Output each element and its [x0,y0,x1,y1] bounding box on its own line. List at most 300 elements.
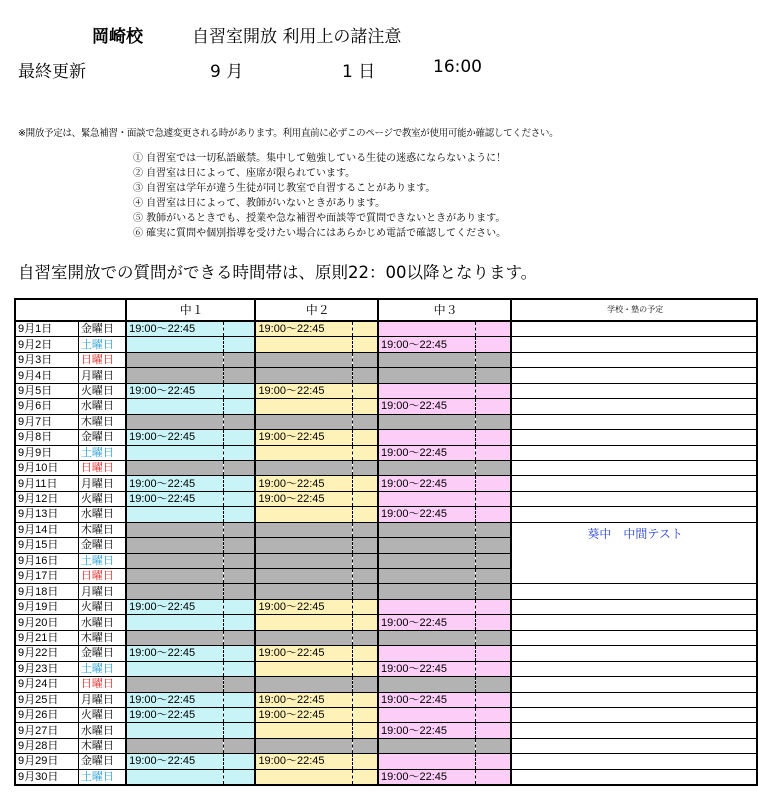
grade3-time-cell [378,414,475,429]
grade1-time-cell: 19:00～22:45 [126,599,223,614]
table-row [15,584,757,599]
grade2-extra-cell [353,677,378,692]
row-date: 9月26日 [15,707,78,722]
row-date: 9月28日 [15,738,78,753]
row-weekday: 水曜日 [78,615,126,630]
grade3-extra-cell [475,584,511,599]
grade1-time-cell [126,522,223,537]
table-row [15,630,757,645]
grade3-extra-cell [475,692,511,707]
grade1-extra-cell [223,460,255,475]
grade1-extra-cell [223,738,255,753]
grade1-time-cell [126,352,223,367]
grade2-extra-cell [353,646,378,661]
grade1-extra-cell [223,646,255,661]
grade3-extra-cell [475,599,511,614]
row-weekday: 金曜日 [78,646,126,661]
grade3-extra-cell [475,769,511,785]
grade1-time-cell [126,661,223,676]
grade2-time-cell [255,584,352,599]
last-updated-day: 1 日 [342,62,376,82]
grade3-extra-cell [475,754,511,769]
grade2-extra-cell [353,476,378,491]
row-date: 9月20日 [15,615,78,630]
row-weekday: 火曜日 [78,491,126,506]
row-date: 9月19日 [15,599,78,614]
grade3-extra-cell [475,337,511,352]
grade1-extra-cell [223,630,255,645]
row-weekday: 土曜日 [78,769,126,785]
row-date: 9月17日 [15,569,78,584]
grade3-extra-cell [475,460,511,475]
table-row [15,445,757,460]
table-row [15,476,757,491]
school-event-cell [511,646,757,661]
grade1-time-cell: 19:00～22:45 [126,754,223,769]
grade2-extra-cell [353,383,378,398]
grade2-time-cell [255,615,352,630]
school-event-cell [511,738,757,753]
grade1-header: 中１ [126,299,255,321]
grade3-extra-cell [475,738,511,753]
grade3-time-cell [378,491,475,506]
grade2-extra-cell [353,584,378,599]
grade3-time-cell: 19:00～22:45 [378,692,475,707]
grade3-time-cell [378,522,475,537]
grade2-extra-cell [353,522,378,537]
grade3-extra-cell [475,445,511,460]
grade1-extra-cell [223,476,255,491]
grade3-time-cell [378,677,475,692]
grade2-extra-cell [353,460,378,475]
school-event-cell [511,491,757,506]
grade1-extra-cell [223,445,255,460]
grade2-time-cell: 19:00～22:45 [255,476,352,491]
row-date: 9月16日 [15,553,78,568]
school-event-cell [511,460,757,475]
usage-rules-list [133,151,506,241]
grade1-time-cell [126,738,223,753]
grade3-time-cell [378,553,475,568]
school-event-cell [511,337,757,352]
grade2-extra-cell [353,599,378,614]
grade1-extra-cell [223,723,255,738]
table-row [15,769,757,785]
grade3-extra-cell [475,615,511,630]
grade3-extra-cell [475,553,511,568]
grade3-time-cell [378,569,475,584]
rule-item: ⑥ 確実に質問や個別指導を受けたい場合にはあらかじめ電話で確認してください。 [133,228,507,239]
grade1-time-cell: 19:00～22:45 [126,321,223,337]
grade1-time-cell: 19:00～22:45 [126,692,223,707]
grade2-time-cell [255,769,352,785]
row-weekday: 金曜日 [78,754,126,769]
grade1-time-cell [126,445,223,460]
grade2-time-cell [255,460,352,475]
row-date: 9月21日 [15,630,78,645]
row-weekday: 金曜日 [78,321,126,337]
grade3-extra-cell [475,507,511,522]
grade2-extra-cell [353,538,378,553]
school-event-cell [511,723,757,738]
grade2-time-cell: 19:00～22:45 [255,754,352,769]
grade2-time-cell [255,445,352,460]
school-event-cell [511,615,757,630]
grade1-time-cell [126,615,223,630]
grade2-time-cell: 19:00～22:45 [255,646,352,661]
row-date: 9月24日 [15,677,78,692]
grade3-time-cell: 19:00～22:45 [378,723,475,738]
grade1-time-cell [126,584,223,599]
rule-item: ⑤ 教師がいるときでも、授業や急な補習や面談等で質問できないときがあります。 [133,213,506,224]
grade1-extra-cell [223,707,255,722]
row-weekday: 水曜日 [78,723,126,738]
rule-item: ③ 自習室は学年が違う生徒が同じ教室で自習することがあります。 [133,183,436,194]
study-room-schedule-table [14,298,758,786]
row-date: 9月22日 [15,646,78,661]
row-weekday: 土曜日 [78,337,126,352]
grade2-time-cell: 19:00～22:45 [255,707,352,722]
grade3-extra-cell [475,414,511,429]
grade3-extra-cell [475,646,511,661]
grade1-extra-cell [223,399,255,414]
table-row [15,723,757,738]
grade3-extra-cell [475,321,511,337]
grade2-time-cell: 19:00～22:45 [255,430,352,445]
grade1-time-cell [126,337,223,352]
grade3-time-cell [378,352,475,367]
row-date: 9月27日 [15,723,78,738]
table-row [15,368,757,383]
table-row [15,661,757,676]
row-date: 9月14日 [15,522,78,537]
grade1-extra-cell [223,599,255,614]
grade2-time-cell [255,723,352,738]
grade2-time-cell: 19:00～22:45 [255,321,352,337]
table-row [15,352,757,367]
school-event-cell [511,399,757,414]
school-event-cell [511,476,757,491]
grade3-time-cell [378,368,475,383]
row-weekday: 火曜日 [78,707,126,722]
row-weekday: 日曜日 [78,352,126,367]
table-row [15,414,757,429]
grade1-extra-cell [223,491,255,506]
grade2-extra-cell [353,738,378,753]
row-date: 9月3日 [15,352,78,367]
last-updated-label: 最終更新 [18,62,86,82]
school-event-cell [511,584,757,599]
grade3-extra-cell [475,661,511,676]
grade3-time-cell [378,460,475,475]
grade3-extra-cell [475,383,511,398]
grade3-time-cell: 19:00～22:45 [378,769,475,785]
grade1-time-cell [126,677,223,692]
school-name: 岡崎校 [92,27,143,47]
school-event-cell [511,321,757,337]
grade1-time-cell [126,769,223,785]
grade3-time-cell: 19:00～22:45 [378,476,475,491]
grade3-time-cell [378,430,475,445]
question-time-headline: 自習室開放での質問ができる時間帯は、原則22：00以降となります。 [18,263,538,282]
row-weekday: 金曜日 [78,430,126,445]
school-event-cell [511,414,757,429]
grade2-time-cell [255,414,352,429]
row-weekday: 日曜日 [78,460,126,475]
school-event-cell [511,769,757,785]
row-date: 9月12日 [15,491,78,506]
grade3-time-cell: 19:00～22:45 [378,337,475,352]
grade2-extra-cell [353,615,378,630]
grade2-header: 中２ [255,299,378,321]
grade1-time-cell [126,553,223,568]
grade2-extra-cell [353,414,378,429]
school-event-cell [511,368,757,383]
school-event-cell [511,692,757,707]
table-row [15,754,757,769]
grade3-extra-cell [475,368,511,383]
grade2-extra-cell [353,769,378,785]
row-weekday: 水曜日 [78,399,126,414]
grade1-extra-cell [223,692,255,707]
grade1-time-cell: 19:00～22:45 [126,383,223,398]
row-weekday: 月曜日 [78,476,126,491]
school-event-cell [511,445,757,460]
grade2-time-cell [255,368,352,383]
school-event-cell [511,630,757,645]
grade1-extra-cell [223,430,255,445]
row-date: 9月6日 [15,399,78,414]
grade2-time-cell [255,538,352,553]
row-weekday: 日曜日 [78,677,126,692]
grade1-time-cell [126,630,223,645]
grade1-time-cell: 19:00～22:45 [126,646,223,661]
grade2-extra-cell [353,368,378,383]
grade1-time-cell: 19:00～22:45 [126,430,223,445]
grade3-time-cell [378,646,475,661]
grade2-extra-cell [353,754,378,769]
grade1-extra-cell [223,569,255,584]
row-weekday: 金曜日 [78,538,126,553]
row-weekday: 土曜日 [78,553,126,568]
grade1-extra-cell [223,553,255,568]
last-updated-time: 16:00 [433,57,482,77]
table-row [15,599,757,614]
grade3-time-cell [378,738,475,753]
grade1-extra-cell [223,615,255,630]
school-event-cell [511,352,757,367]
grade2-extra-cell [353,352,378,367]
grade1-extra-cell [223,321,255,337]
grade1-time-cell [126,538,223,553]
table-header-row [15,299,757,321]
grade1-extra-cell [223,754,255,769]
grade2-time-cell [255,522,352,537]
row-date: 9月9日 [15,445,78,460]
grade1-time-cell [126,414,223,429]
grade3-extra-cell [475,491,511,506]
grade2-time-cell [255,553,352,568]
grade2-extra-cell [353,707,378,722]
rule-item: ② 自習室は日によって、座席が限られています。 [133,168,356,179]
grade3-time-cell: 19:00～22:45 [378,445,475,460]
table-row [15,383,757,398]
grade3-extra-cell [475,476,511,491]
grade2-time-cell [255,507,352,522]
row-date: 9月25日 [15,692,78,707]
grade3-extra-cell [475,352,511,367]
grade2-extra-cell [353,507,378,522]
grade2-time-cell: 19:00～22:45 [255,383,352,398]
grade1-extra-cell [223,352,255,367]
row-weekday: 水曜日 [78,507,126,522]
grade2-extra-cell [353,661,378,676]
grade1-time-cell: 19:00～22:45 [126,707,223,722]
table-row [15,692,757,707]
school-event-cell [511,677,757,692]
grade3-time-cell [378,383,475,398]
row-date: 9月7日 [15,414,78,429]
grade3-time-cell: 19:00～22:45 [378,507,475,522]
row-weekday: 木曜日 [78,522,126,537]
grade2-extra-cell [353,569,378,584]
row-date: 9月18日 [15,584,78,599]
table-row [15,460,757,475]
grade1-extra-cell [223,337,255,352]
grade3-extra-cell [475,522,511,537]
row-date: 9月2日 [15,337,78,352]
grade3-time-cell: 19:00～22:45 [378,615,475,630]
grade2-time-cell [255,677,352,692]
school-event-cell [511,707,757,722]
school-event-cell [511,430,757,445]
grade3-time-cell [378,599,475,614]
grade2-time-cell [255,399,352,414]
grade1-time-cell: 19:00～22:45 [126,476,223,491]
table-row [15,522,757,537]
school-event-cell [511,507,757,522]
table-row [15,399,757,414]
grade2-extra-cell [353,337,378,352]
school-event-cell [511,599,757,614]
grade3-time-cell [378,584,475,599]
table-row [15,707,757,722]
row-date: 9月15日 [15,538,78,553]
grade2-time-cell [255,630,352,645]
grade3-time-cell [378,321,475,337]
grade2-extra-cell [353,692,378,707]
row-date: 9月23日 [15,661,78,676]
grade3-time-cell [378,754,475,769]
table-row [15,337,757,352]
grade3-extra-cell [475,723,511,738]
grade1-time-cell [126,569,223,584]
grade2-extra-cell [353,445,378,460]
grade3-time-cell [378,538,475,553]
last-updated-month: 9 月 [210,62,244,82]
grade2-time-cell [255,337,352,352]
grade1-extra-cell [223,522,255,537]
rule-item: ① 自習室では一切私語厳禁。集中して勉強している生徒の迷惑にならないように！ [133,153,507,164]
grade2-extra-cell [353,491,378,506]
row-weekday: 木曜日 [78,738,126,753]
school-event-cell: 葵中 中間テスト [511,522,757,584]
grade3-time-cell: 19:00～22:45 [378,399,475,414]
table-row [15,491,757,506]
schedule-body [15,321,757,785]
rule-item: ④ 自習室は日によって、教師がいないときがあります。 [133,198,386,209]
row-weekday: 月曜日 [78,584,126,599]
row-weekday: 木曜日 [78,414,126,429]
row-date: 9月5日 [15,383,78,398]
grade1-extra-cell [223,414,255,429]
grade2-time-cell [255,352,352,367]
table-row [15,738,757,753]
grade2-time-cell: 19:00～22:45 [255,692,352,707]
row-date: 9月8日 [15,430,78,445]
row-weekday: 月曜日 [78,692,126,707]
table-row [15,677,757,692]
grade1-extra-cell [223,677,255,692]
row-weekday: 土曜日 [78,445,126,460]
row-weekday: 土曜日 [78,661,126,676]
grade1-extra-cell [223,769,255,785]
grade3-extra-cell [475,677,511,692]
grade2-time-cell: 19:00～22:45 [255,599,352,614]
row-date: 9月13日 [15,507,78,522]
table-row [15,646,757,661]
row-weekday: 日曜日 [78,569,126,584]
date-column-header [15,299,126,321]
row-weekday: 火曜日 [78,383,126,398]
grade3-time-cell: 19:00～22:45 [378,661,475,676]
grade2-time-cell [255,738,352,753]
grade2-time-cell: 19:00～22:45 [255,491,352,506]
school-schedule-header: 学校・塾の予定 [511,299,757,321]
row-date: 9月11日 [15,476,78,491]
row-weekday: 火曜日 [78,599,126,614]
row-date: 9月30日 [15,769,78,785]
grade2-extra-cell [353,399,378,414]
grade1-time-cell [126,368,223,383]
grade1-time-cell [126,507,223,522]
grade1-extra-cell [223,661,255,676]
grade3-extra-cell [475,538,511,553]
grade2-extra-cell [353,723,378,738]
grade3-time-cell [378,630,475,645]
school-event-cell [511,661,757,676]
row-date: 9月1日 [15,321,78,337]
row-date: 9月10日 [15,460,78,475]
row-weekday: 木曜日 [78,630,126,645]
grade2-extra-cell [353,430,378,445]
grade1-extra-cell [223,383,255,398]
table-row [15,507,757,522]
grade2-extra-cell [353,630,378,645]
grade1-extra-cell [223,368,255,383]
row-weekday: 月曜日 [78,368,126,383]
school-event-cell [511,383,757,398]
grade1-time-cell [126,460,223,475]
grade1-extra-cell [223,584,255,599]
grade1-time-cell [126,399,223,414]
grade3-extra-cell [475,430,511,445]
grade3-time-cell [378,707,475,722]
grade3-extra-cell [475,707,511,722]
grade2-extra-cell [353,553,378,568]
school-event-cell [511,754,757,769]
grade1-time-cell: 19:00～22:45 [126,491,223,506]
